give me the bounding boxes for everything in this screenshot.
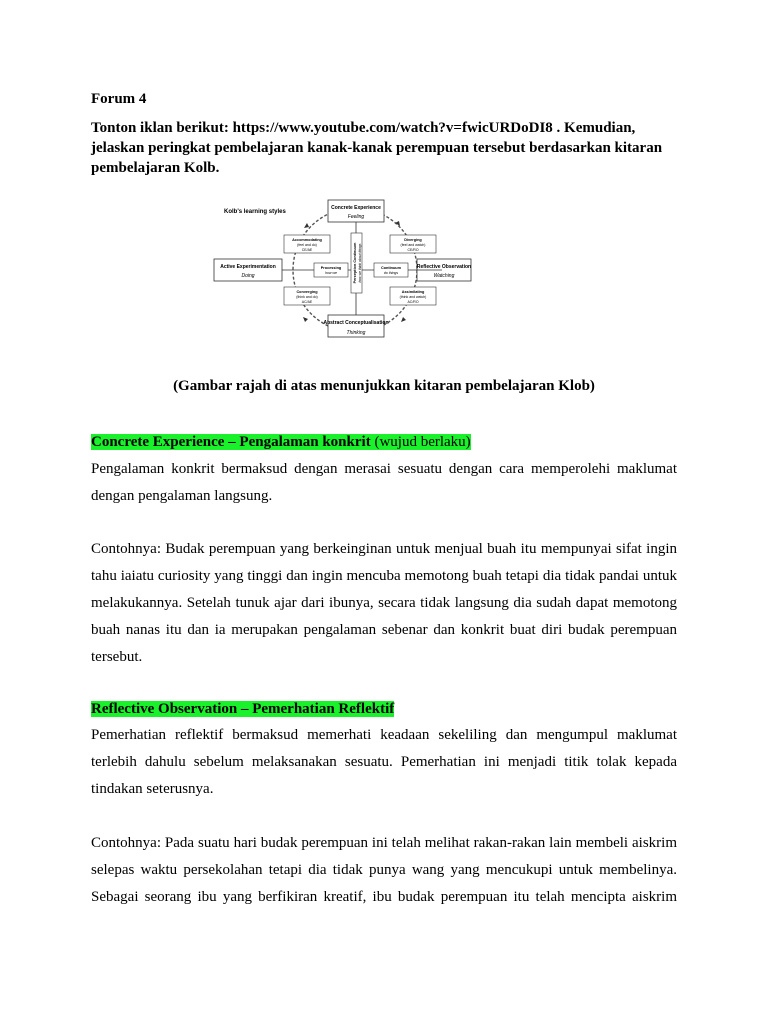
svg-text:how we think about things: how we think about things	[358, 243, 362, 283]
svg-text:CE/RO: CE/RO	[407, 248, 419, 252]
diagram-left-title: Active Experimentation	[220, 264, 276, 270]
svg-text:Perception Continuum: Perception Continuum	[353, 242, 357, 284]
section2-example: Contohnya: Pada suatu hari budak perempuan ini telah melihat rakan-rakan lain membeli aiskrim selepas waktu persekolahan tetapi dia tidak punya wang yang mencukupi untuk membelinya. Sebagai seorang ibu yang berfikiran kreatif, ibu budak perempuan itu telah mencipta aiskrim	[91, 835, 677, 905]
diagram-right-sub: Watching	[433, 273, 455, 279]
diagram-bottom-title: Abstract Conceptualisation	[323, 320, 389, 326]
diagram-right-title: Reflective Observation	[416, 264, 472, 270]
diagram-top-sub: Feeling	[347, 214, 365, 220]
svg-text:(think and do): (think and do)	[296, 295, 318, 299]
svg-text:how we: how we	[325, 271, 337, 275]
svg-text:AC/AE: AC/AE	[301, 300, 313, 304]
figure-caption: (Gambar rajah di atas menunjukkan kitaran pembelajaran Klob)	[173, 378, 595, 394]
kolb-cycle-diagram	[210, 195, 480, 355]
intro-text: Tonton iklan berikut: https://www.youtube.com/watch?v=fwicURDoDI8 . Kemudian, jelaskan peringkat pembelajaran kanak-kanak perempuan tersebut berdasarkan kitaran pembelajaran Kolb.	[91, 120, 663, 176]
diagram-top-title: Concrete Experience	[331, 205, 381, 211]
svg-text:Continuum: Continuum	[380, 266, 402, 270]
section1-example: Contohnya: Budak perempuan yang berkeinginan untuk menjual buah itu mempunyai sifat ingin tahu iaiatu curiosity yang tinggi dan ingin mencuba memotong buah tetapi dia tidak pandai untuk melakukannya. Setelah tunuk ajar dari ibunya, secara tidak langsung dia sudah dapat memotong buah nanas itu dan ia merupakan pengalaman sebenar dan konkrit buat diri budak perempuan tersebut.	[91, 541, 677, 665]
svg-text:AC/RO: AC/RO	[407, 300, 419, 304]
svg-text:do things: do things	[383, 271, 399, 275]
svg-text:Accommodating: Accommodating	[292, 238, 322, 242]
forum-title: Forum 4	[91, 91, 147, 107]
svg-text:Processing: Processing	[320, 266, 342, 270]
svg-text:CE/AE: CE/AE	[301, 248, 313, 252]
svg-text:(feel and watch): (feel and watch)	[400, 243, 426, 247]
section2-definition: Pemerhatian reflektif bermaksud memerhati keadaan sekeliling dan mengumpul maklumat terlebih dahulu sebelum melaksanakan sesuatu. Pemerhatian ini menjadi titik tolak kepada tindakan seterusnya.	[91, 727, 677, 797]
section1-heading: Concrete Experience – Pengalaman konkrit (wujud berlaku)	[91, 434, 471, 450]
svg-text:(think and watch): (think and watch)	[399, 295, 427, 299]
diagram-left-sub: Doing	[241, 273, 255, 279]
section2-heading: Reflective Observation – Pemerhatian Reflektif	[91, 701, 395, 717]
svg-text:Assimilating: Assimilating	[401, 290, 425, 294]
diagram-side-label: Kolb's learning styles	[224, 209, 286, 215]
svg-text:Converging: Converging	[296, 290, 318, 294]
svg-text:Diverging: Diverging	[404, 238, 422, 242]
diagram-bottom-sub: Thinking	[346, 330, 366, 336]
section1-definition: Pengalaman konkrit bermaksud dengan merasai sesuatu dengan cara memperolehi maklumat dengan pengalaman langsung.	[91, 461, 677, 504]
svg-text:(feel and do): (feel and do)	[297, 243, 317, 247]
